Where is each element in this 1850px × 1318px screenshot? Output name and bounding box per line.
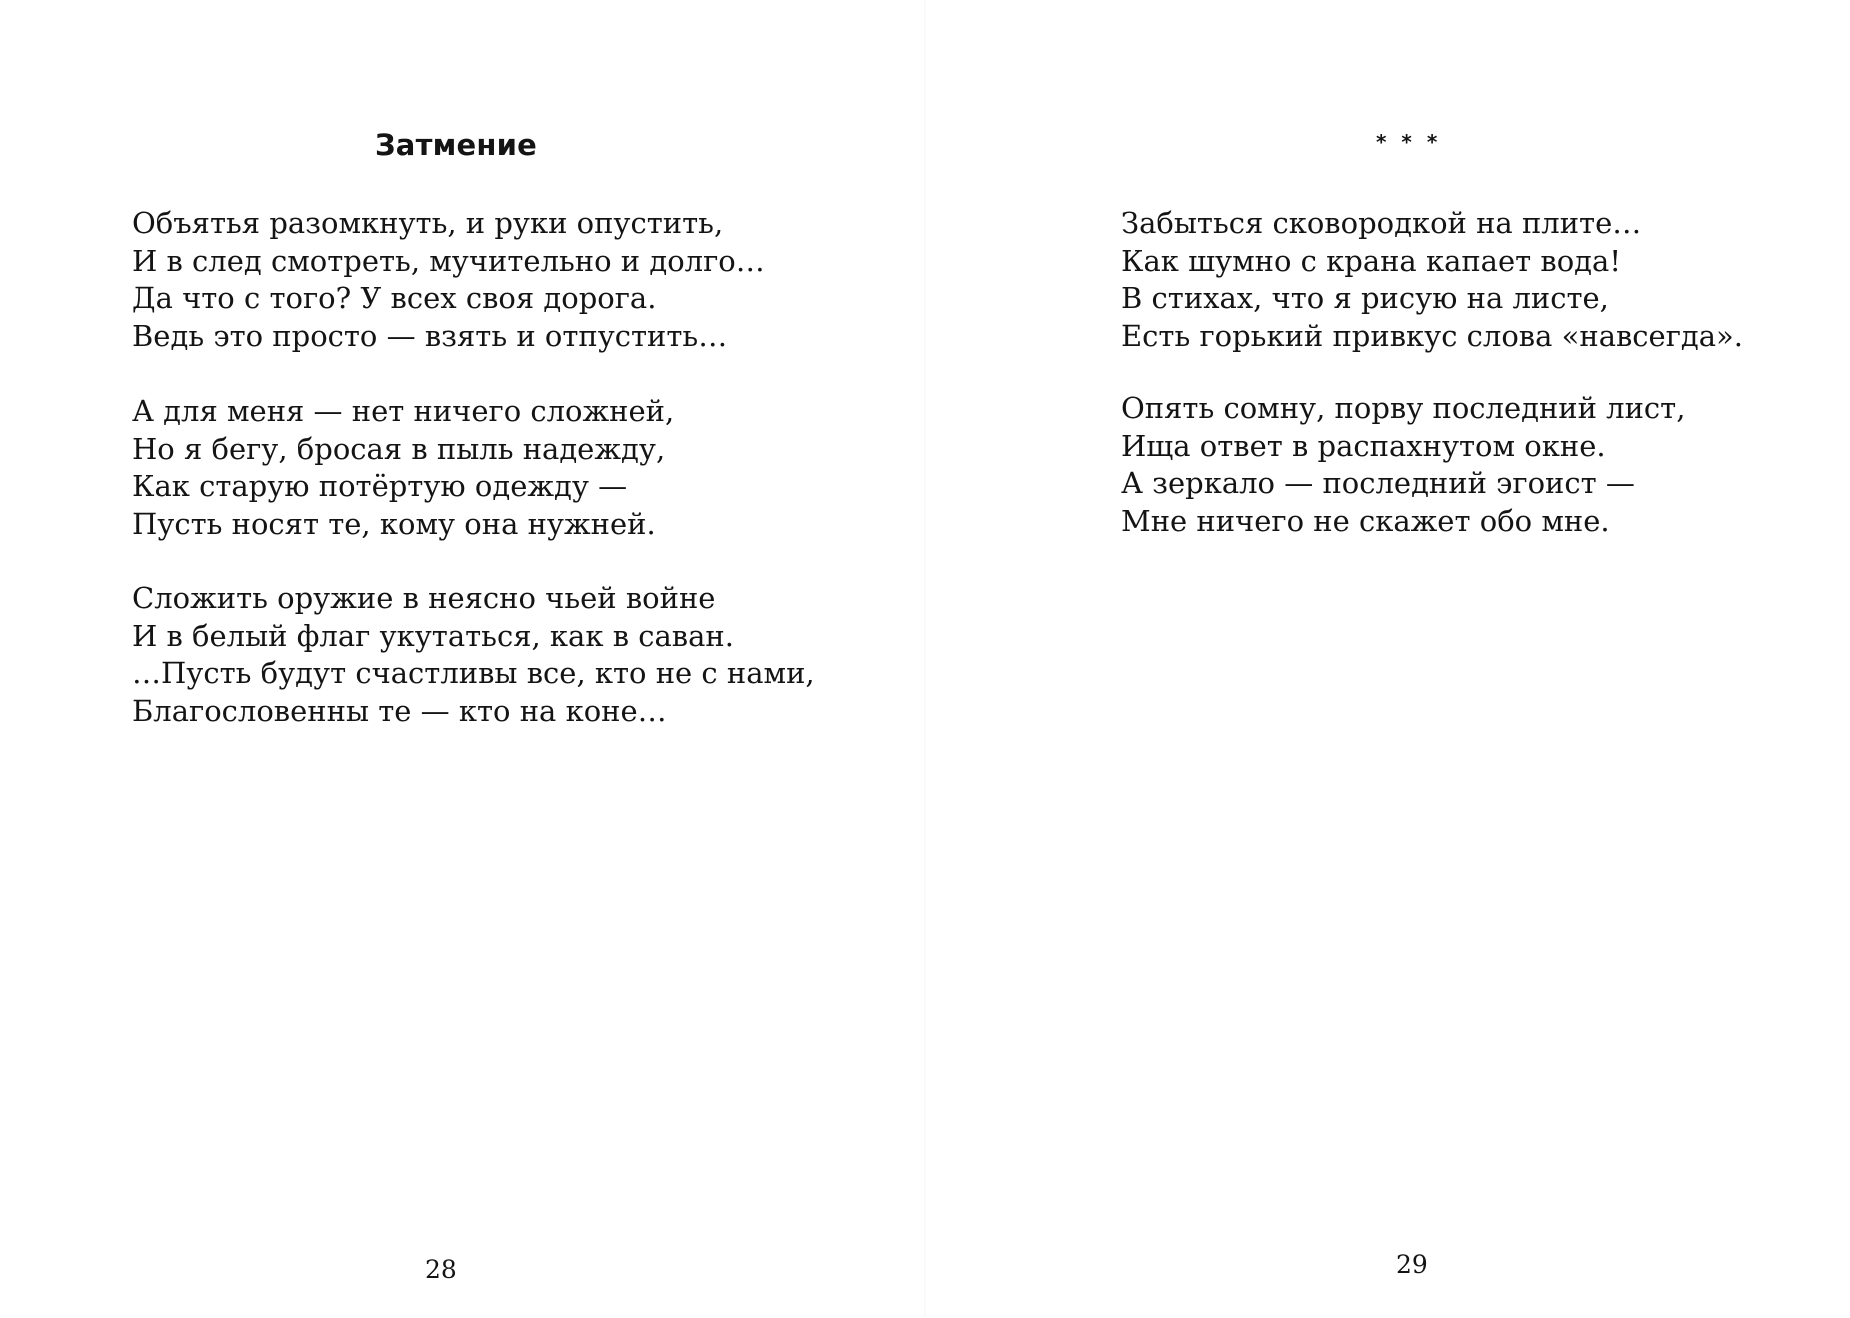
- poem-line: Объятья разомкнуть, и руки опустить,: [132, 206, 724, 240]
- book-gutter: [924, 0, 926, 1318]
- poem-line: И в белый флаг укутаться, как в саван.: [132, 618, 734, 653]
- right-page: [925, 0, 1850, 1318]
- left-stanza-1: [132, 205, 765, 355]
- poem-line: А для меня — нет ничего сложней,: [132, 394, 675, 428]
- poem-line: Мне ничего не скажет обо мне.: [1121, 503, 1610, 538]
- right-stanza-2: [1121, 390, 1685, 540]
- poem-line: Забыться сковородкой на плите…: [1121, 206, 1642, 240]
- section-asterisks: * * *: [1376, 130, 1442, 154]
- poem-line: И в след смотреть, мучительно и долго…: [132, 243, 765, 278]
- page-number-right: 29: [1396, 1250, 1428, 1279]
- poem-line: …Пусть будут счастливы все, кто не с нами,: [132, 656, 815, 690]
- poem-line: Есть горький привкус слова «навсегда».: [1121, 318, 1744, 353]
- poem-line: Да что с того? У всех своя дорога.: [132, 281, 657, 315]
- poem-line: Благословенны те — кто на коне…: [132, 693, 667, 728]
- poem-line: Пусть носят те, кому она нужней.: [132, 506, 656, 541]
- poem-line: Опять сомну, порву последний лист,: [1121, 391, 1686, 425]
- poem-line: Но я бегу, бросая в пыль надежду,: [132, 431, 666, 466]
- page-number-left: 28: [425, 1255, 457, 1284]
- right-stanza-1: [1121, 205, 1743, 355]
- poem-line: Сложить оружие в неясно чьей войне: [132, 581, 716, 615]
- left-stanza-3: [132, 580, 815, 730]
- poem-line: А зеркало — последний эгоист —: [1121, 466, 1635, 500]
- poem-line: В стихах, что я рисую на листе,: [1121, 281, 1609, 315]
- poem-title: Затмение: [375, 128, 537, 162]
- poem-line: Ведь это просто — взять и отпустить…: [132, 318, 728, 353]
- left-stanza-2: [132, 393, 674, 543]
- poem-line: Ища ответ в распахнутом окне.: [1121, 428, 1606, 463]
- poem-line: Как шумно с крана капает вода!: [1121, 243, 1621, 278]
- poem-line: Как старую потёртую одежду —: [132, 469, 628, 503]
